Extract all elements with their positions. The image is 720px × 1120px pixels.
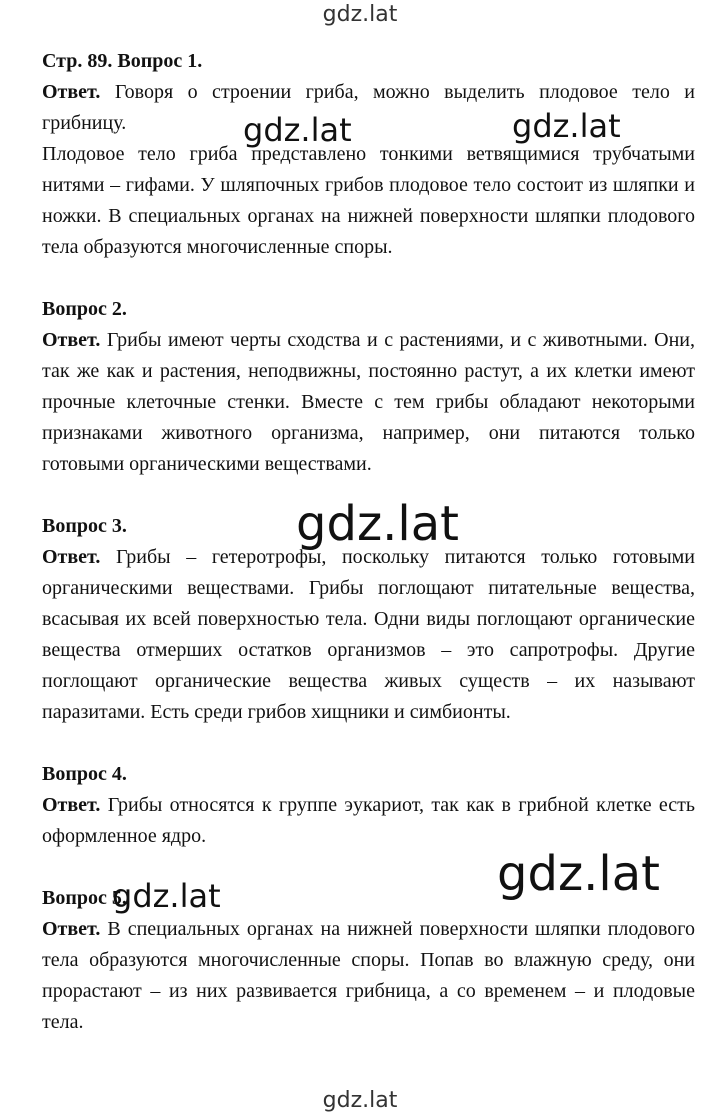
question-heading: Вопрос 5. xyxy=(42,887,127,909)
answer-extra-paragraph: Плодовое тело гриба представлено тонкими ветвящимися трубчатыми нитями – гифами. У шляпочных грибов плодовое тело состоит из шляпки и ножки. В специальных органах на нижней поверхности шляпки плодового тела образуются многочисленные споры. xyxy=(42,143,695,258)
question-heading: Стр. 89. Вопрос 1. xyxy=(42,50,203,72)
answer-label: Ответ. xyxy=(42,546,101,568)
watermark-overlay: gdz.lat xyxy=(243,111,352,149)
answer-paragraph xyxy=(42,914,695,1038)
answer-label: Ответ. xyxy=(42,794,101,816)
answer-paragraph xyxy=(42,790,695,852)
answer-label: Ответ. xyxy=(42,329,101,351)
answer-paragraph xyxy=(42,542,695,728)
question-heading: Вопрос 2. xyxy=(42,298,127,320)
question-block-1 xyxy=(42,46,695,263)
watermark-overlay: gdz.lat xyxy=(497,846,660,902)
watermark-top: gdz.lat xyxy=(322,2,398,27)
question-heading: Вопрос 4. xyxy=(42,763,127,785)
answer-text: Грибы относятся к группе эукариот, так как в грибной клетке есть оформленное ядро. xyxy=(42,794,696,847)
answer-text: Грибы – гетеротрофы, поскольку питаются только готовыми органическими веществами. Грибы поглощают питательные вещества, всасывая их всей поверхностью тела. Одни виды поглощают органические вещества отмерших остатков организмов – это сапротрофы. Другие поглощают органические вещества живых существ – их называют паразитами. Есть среди грибов хищники и симбионты. xyxy=(42,546,696,723)
question-heading: Вопрос 3. xyxy=(42,515,127,537)
answer-label: Ответ. xyxy=(42,918,101,940)
watermark-overlay: gdz.lat xyxy=(112,877,221,915)
question-block-2 xyxy=(42,294,695,480)
watermark-overlay: gdz.lat xyxy=(512,107,621,145)
answer-paragraph xyxy=(42,325,695,480)
answers-document xyxy=(42,46,695,1069)
question-block-4 xyxy=(42,759,695,852)
watermark-bottom: gdz.lat xyxy=(322,1088,398,1113)
watermark-overlay: gdz.lat xyxy=(296,496,459,552)
answer-text: Говоря о строении гриба, можно выделить плодовое тело и грибницу. xyxy=(42,81,695,134)
answer-text: Грибы имеют черты сходства и с растениями, и с животными. Они, так же как и растения, неподвижны, постоянно растут, а их клетки имеют прочные клеточные стенки. Вместе с тем грибы обладают некоторыми признаками животного организма, например, они питаются только готовыми органическими веществами. xyxy=(42,329,696,475)
answer-text: В специальных органах на нижней поверхности шляпки плодового тела образуются многочисленные споры. Попав во влажную среду, они прорастают – из них развивается грибница, а со временем – и плодовые тела. xyxy=(42,918,696,1033)
answer-label: Ответ. xyxy=(42,81,101,103)
